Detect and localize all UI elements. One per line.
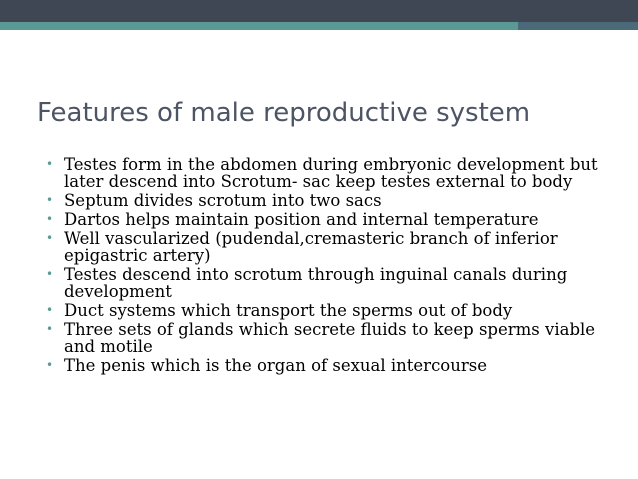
- bullet-text: Well vascularized (pudendal,cremasteric branch of inferior epigastric artery): [64, 229, 558, 265]
- bullet-item: [47, 321, 627, 355]
- bullet-dot-icon: •: [46, 157, 54, 171]
- bullet-text: Testes descend into scrotum through inguinal canals during development: [64, 265, 568, 301]
- bullet-text: Three sets of glands which secrete fluids to keep sperms viable and motile: [64, 320, 596, 356]
- bullet-item: [47, 211, 627, 228]
- slide-title: Features of male reproductive system: [37, 98, 531, 128]
- bullet-item: [47, 302, 627, 319]
- header-band: [0, 0, 638, 22]
- bullet-text: The penis which is the organ of sexual intercourse: [64, 356, 487, 375]
- bullet-text: Septum divides scrotum into two sacs: [64, 191, 382, 210]
- bullet-text: Testes form in the abdomen during embryonic development but later descend into Scrotum- sac keep testes external to body: [64, 155, 598, 191]
- bullet-dot-icon: •: [46, 303, 54, 317]
- bullet-text: Dartos helps maintain position and internal temperature: [64, 210, 539, 229]
- bullet-dot-icon: •: [46, 212, 54, 226]
- bullet-item: [47, 192, 627, 209]
- accent-bar-right: [518, 22, 638, 30]
- bullet-item: [47, 357, 627, 374]
- bullet-dot-icon: •: [46, 193, 54, 207]
- bullet-item: [47, 156, 627, 190]
- bullet-item: [47, 230, 627, 264]
- bullet-dot-icon: •: [46, 231, 54, 245]
- bullet-item: [47, 266, 627, 300]
- bullet-dot-icon: •: [46, 322, 54, 336]
- bullet-dot-icon: •: [46, 358, 54, 372]
- bullet-dot-icon: •: [46, 267, 54, 281]
- bullet-text: Duct systems which transport the sperms out of body: [64, 301, 513, 320]
- bullet-list: [47, 156, 627, 376]
